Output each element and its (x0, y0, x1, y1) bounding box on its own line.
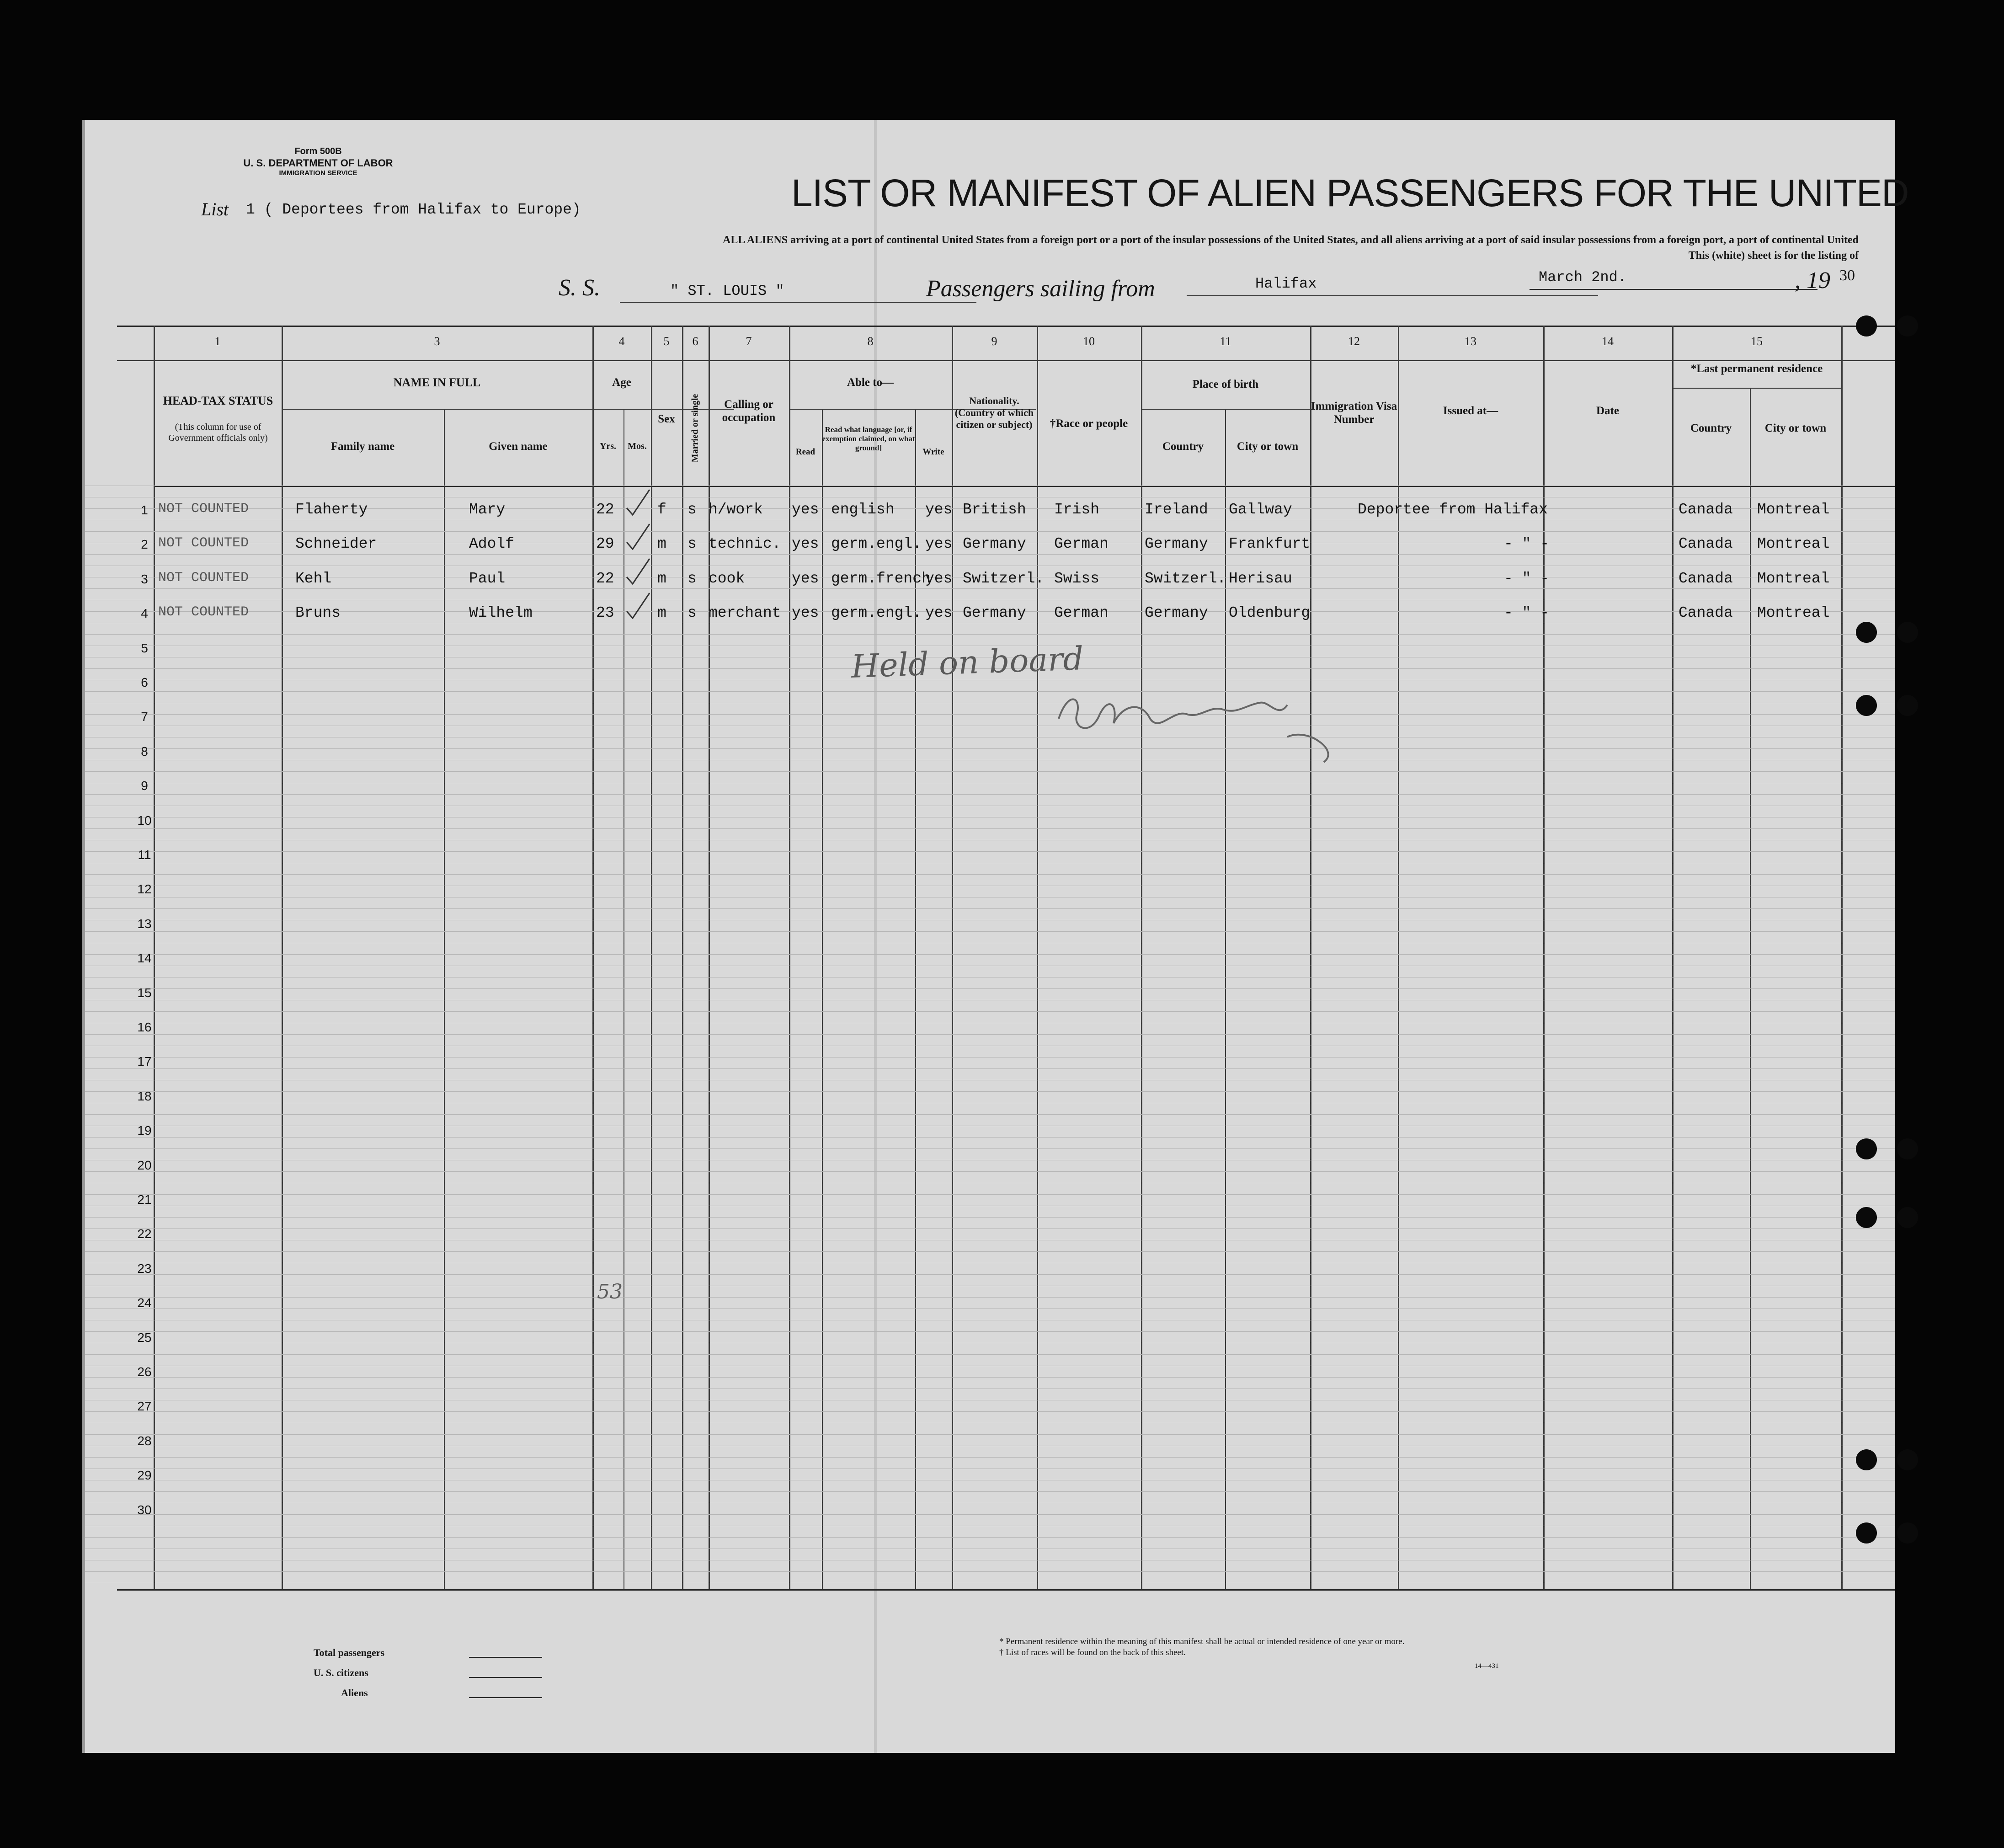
row-number: 9 (141, 779, 148, 793)
age-header: Age (612, 376, 631, 389)
residence-city-cell: Montreal (1757, 570, 1830, 587)
col-num-3: 3 (434, 335, 440, 348)
punch-hole (1897, 695, 1918, 716)
row-number: 27 (137, 1399, 152, 1414)
ruled-line (85, 1537, 1895, 1538)
us-citizens-label: U. S. citizens (314, 1667, 368, 1678)
residence-country-cell: Canada (1679, 604, 1733, 622)
age-years-cell: 29 (596, 535, 614, 553)
col-num-11: 11 (1220, 335, 1231, 348)
ruled-line (85, 1194, 1895, 1195)
write-cell: yes (925, 604, 953, 622)
ruled-line (85, 1114, 1895, 1115)
nationality-cell: Switzerl. (963, 570, 1045, 587)
sex-cell: m (657, 570, 666, 587)
check-mark-icon (624, 591, 652, 623)
age-years-cell: 22 (596, 501, 614, 518)
sex-cell: m (657, 604, 666, 622)
date-underline (1530, 289, 1817, 290)
ruled-line (85, 874, 1895, 875)
row-number: 15 (137, 985, 152, 1000)
write-header: Write (922, 447, 944, 457)
row-number: 11 (138, 848, 151, 862)
head-tax-status-cell: NOT COUNTED (158, 570, 249, 586)
residence-city-cell: Montreal (1757, 501, 1830, 518)
ruled-line (85, 1057, 1895, 1058)
us-citizens-line (469, 1677, 542, 1678)
ruled-line (85, 1274, 1895, 1275)
ruled-line (85, 908, 1895, 909)
row-number: 3 (141, 571, 148, 586)
write-cell: yes (925, 501, 953, 518)
sex-cell: m (657, 535, 666, 553)
year-suffix: 30 (1839, 267, 1855, 284)
occupation-cell: technic. (709, 535, 781, 553)
manifest-page (82, 120, 1909, 1753)
yrs-header: Yrs. (599, 441, 617, 451)
head-tax-status-cell: NOT COUNTED (158, 604, 249, 620)
issued-at-cell: - " - (1504, 570, 1550, 587)
residence-city-cell: Montreal (1757, 604, 1830, 622)
ruled-line (85, 1171, 1895, 1172)
table-top-border (117, 326, 1895, 327)
check-mark-icon (624, 487, 652, 519)
given-name-header: Given name (489, 440, 548, 453)
handwritten-signature (1050, 678, 1379, 769)
list-value: 1 ( Deportees from Halifax to Europe) (246, 201, 581, 218)
language-cell: germ.engl. (831, 535, 922, 553)
ruled-line (85, 1434, 1895, 1435)
date-header: Date (1596, 405, 1619, 417)
sailing-from: Halifax (1255, 275, 1317, 292)
ruled-line (85, 954, 1895, 955)
punch-hole (1856, 695, 1877, 716)
ruled-line (85, 1251, 1895, 1252)
read-language-header: Read what language [or, if exemption claimed, on what ground] (822, 425, 915, 452)
row-number: 13 (137, 916, 152, 931)
date-value: March 2nd. (1539, 269, 1627, 286)
age-years-cell: 23 (596, 604, 614, 622)
check-mark-icon (624, 556, 652, 588)
ship-prefix: S. S. (559, 275, 600, 301)
row-number: 26 (137, 1365, 152, 1379)
document-subtitle-2: This (white) sheet is for the listing of (1688, 250, 1859, 262)
punch-hole (1856, 622, 1877, 643)
ruled-line (85, 748, 1895, 749)
last-residence-header: *Last permanent residence (1690, 363, 1823, 375)
residence-country-cell: Canada (1679, 535, 1733, 553)
row-number: 20 (137, 1158, 152, 1172)
ruled-line (85, 1068, 1895, 1069)
ruled-line (85, 1491, 1895, 1492)
ruled-line (85, 794, 1895, 795)
able-to-header: Able to— (847, 376, 894, 389)
punch-hole (1897, 315, 1918, 336)
marital-status-cell: s (688, 501, 697, 518)
residence-city-cell: Montreal (1757, 535, 1830, 553)
row-number: 21 (137, 1192, 152, 1207)
punch-hole (1856, 1207, 1877, 1228)
total-passengers-line (469, 1657, 542, 1658)
birth-country-header: Country (1162, 440, 1204, 453)
birth-country-cell: Germany (1145, 535, 1208, 553)
row-number: 1 (141, 503, 148, 517)
row-number: 5 (141, 641, 148, 655)
occupation-cell: h/work (709, 501, 763, 518)
row-number: 25 (137, 1330, 152, 1345)
form-number: Form 500B (294, 146, 342, 156)
ship-underline (620, 302, 976, 303)
issued-at-cell: Deportee from Halifax (1358, 501, 1548, 518)
ruled-line (85, 931, 1895, 932)
ruled-line (85, 1297, 1895, 1298)
col-num-14: 14 (1602, 335, 1614, 348)
marital-status-cell: s (688, 535, 697, 553)
given-name-cell: Wilhelm (469, 604, 533, 622)
row-number: 14 (137, 951, 152, 966)
row-number: 23 (137, 1261, 152, 1276)
footnote-2: † List of races will be found on the back of this sheet. (999, 1648, 1186, 1657)
ruled-line (85, 1091, 1895, 1092)
nationality-header: Nationality. (Country of which citizen or subject) (954, 395, 1034, 430)
ship-name: " ST. LOUIS " (670, 283, 784, 299)
row-number: 19 (137, 1123, 152, 1138)
punch-hole (1897, 1207, 1918, 1228)
issued-at-header: Issued at— (1443, 405, 1498, 417)
ruled-line (85, 1411, 1895, 1412)
family-name-header: Family name (330, 440, 395, 453)
service-label: IMMIGRATION SERVICE (279, 169, 357, 177)
marital-status-cell: s (688, 570, 697, 587)
punch-hole (1856, 1449, 1877, 1470)
row-number: 18 (137, 1089, 152, 1103)
language-cell: germ.french (831, 570, 931, 587)
issued-at-cell: - " - (1504, 604, 1550, 622)
year-prefix: , 19 (1795, 267, 1830, 294)
ruled-line (85, 634, 1895, 635)
col-num-10: 10 (1083, 335, 1095, 348)
print-code: 14—431 (1475, 1662, 1499, 1670)
family-name-cell: Schneider (295, 535, 377, 553)
language-cell: english (831, 501, 895, 518)
residence-country-cell: Canada (1679, 570, 1733, 587)
col-num-5: 5 (663, 335, 670, 348)
read-cell: yes (792, 570, 819, 587)
head-tax-note: (This column for use of Government officials only) (168, 422, 268, 443)
birth-country-cell: Switzerl. (1145, 570, 1226, 587)
punch-hole (1856, 1522, 1877, 1544)
married-header: Married or single (690, 394, 700, 463)
row-number: 6 (141, 675, 148, 689)
ruled-line (85, 988, 1895, 989)
race-header: †Race or people (1050, 417, 1128, 430)
col-num-4: 4 (618, 335, 625, 348)
check-mark-icon (624, 522, 652, 554)
given-name-cell: Mary (469, 501, 506, 518)
residence-subheader-line (1672, 388, 1841, 389)
nationality-cell: Germany (963, 535, 1026, 553)
table-bottom-border (117, 1589, 1895, 1591)
ruled-line (85, 1011, 1895, 1012)
col-num-13: 13 (1465, 335, 1476, 348)
row-number: 16 (137, 1020, 152, 1034)
issued-at-cell: - " - (1504, 535, 1550, 553)
read-cell: yes (792, 501, 819, 518)
list-label: List (201, 199, 229, 219)
birth-city-cell: Gallway (1229, 501, 1292, 518)
ruled-line (85, 1148, 1895, 1149)
family-name-cell: Kehl (295, 570, 332, 587)
col-num-8: 8 (867, 335, 874, 348)
page-fold (874, 120, 877, 1753)
punch-hole (1897, 1138, 1918, 1159)
row-number: 7 (141, 710, 148, 724)
calling-header: Calling or occupation (722, 398, 776, 424)
ruled-line (85, 1514, 1895, 1515)
residence-country-cell: Canada (1679, 501, 1733, 518)
ruled-line (85, 771, 1895, 772)
punch-hole (1897, 1522, 1918, 1544)
read-cell: yes (792, 535, 819, 553)
ruled-line (85, 554, 1895, 555)
row-number: 10 (137, 813, 152, 828)
nationality-cell: British (963, 501, 1026, 518)
race-cell: German (1054, 604, 1109, 622)
stamp-number: 53 (597, 1280, 623, 1303)
aliens-line (469, 1697, 542, 1698)
read-header: Read (795, 447, 815, 457)
write-cell: yes (925, 535, 953, 553)
ruled-line (85, 1228, 1895, 1229)
row-number: 17 (137, 1054, 152, 1069)
write-cell: yes (925, 570, 953, 587)
name-subheader-line (282, 409, 734, 410)
column-number-border (117, 360, 1895, 361)
ruled-line (85, 1354, 1895, 1355)
punch-hole (1897, 622, 1918, 643)
sex-cell: f (657, 501, 666, 518)
col-divider-3a (444, 409, 445, 1589)
row-number: 29 (137, 1468, 152, 1483)
col-num-7: 7 (746, 335, 752, 348)
sailing-underline (1187, 295, 1598, 296)
ruled-line (85, 1571, 1895, 1572)
row-number: 8 (141, 744, 148, 758)
aliens-label: Aliens (341, 1687, 368, 1698)
res-city-header: City or town (1764, 422, 1827, 434)
sailing-label: Passengers sailing from (926, 276, 1155, 302)
ruled-line (85, 588, 1895, 589)
res-country-header: Country (1690, 422, 1732, 434)
col-num-1: 1 (214, 335, 221, 348)
head-tax-status-cell: NOT COUNTED (158, 501, 249, 517)
age-years-cell: 22 (596, 570, 614, 587)
ruled-line (85, 714, 1895, 715)
col-divider-8a (822, 409, 823, 1589)
birth-city-cell: Frankfurt (1229, 535, 1311, 553)
race-cell: German (1054, 535, 1109, 553)
ruled-line (85, 1377, 1895, 1378)
row-number: 24 (137, 1296, 152, 1310)
head-tax-header: HEAD-TAX STATUS (163, 394, 273, 407)
place-of-birth-header: Place of birth (1192, 378, 1259, 390)
row-number: 2 (141, 537, 148, 552)
birth-city-cell: Oldenburg (1229, 604, 1311, 622)
birth-city-header: City or town (1237, 440, 1299, 453)
row-number: 12 (137, 882, 152, 897)
family-name-cell: Bruns (295, 604, 341, 622)
birth-country-cell: Ireland (1145, 501, 1208, 518)
punch-hole (1856, 1138, 1877, 1159)
given-name-cell: Paul (469, 570, 506, 587)
footnote-1: * Permanent residence within the meaning of this manifest shall be actual or intended residence of one year or more. (999, 1637, 1405, 1646)
ruled-line (85, 828, 1895, 829)
ruled-line (85, 1137, 1895, 1138)
document-title: LIST OR MANIFEST OF ALIEN PASSENGERS FOR THE UNITED (791, 171, 1909, 214)
punch-hole (1856, 315, 1877, 336)
marital-status-cell: s (688, 604, 697, 622)
row-number: 22 (137, 1227, 152, 1241)
occupation-cell: cook (709, 570, 745, 587)
race-cell: Swiss (1054, 570, 1100, 587)
ruled-line (85, 1457, 1895, 1458)
language-cell: germ.engl. (831, 604, 922, 622)
col-num-15: 15 (1751, 335, 1763, 348)
ruled-line (85, 851, 1895, 852)
given-name-cell: Adolf (469, 535, 515, 553)
ruled-line (85, 1034, 1895, 1035)
ruled-line (85, 691, 1895, 692)
read-cell: yes (792, 604, 819, 622)
birth-city-cell: Herisau (1229, 570, 1292, 587)
ruled-line (85, 531, 1895, 532)
total-passengers-label: Total passengers (314, 1647, 385, 1658)
punch-hole (1897, 1449, 1918, 1470)
ruled-line (85, 1217, 1895, 1218)
row-number: 4 (141, 606, 148, 621)
ruled-line (85, 1331, 1895, 1332)
race-cell: Irish (1054, 501, 1100, 518)
handwritten-note: Held on board (850, 640, 1084, 685)
col-num-12: 12 (1348, 335, 1360, 348)
col-num-9: 9 (991, 335, 997, 348)
family-name-cell: Flaherty (295, 501, 368, 518)
mos-header: Mos. (628, 441, 647, 451)
head-tax-status-cell: NOT COUNTED (158, 535, 249, 551)
row-number: 30 (137, 1502, 152, 1517)
col-num-6: 6 (692, 335, 698, 348)
visa-header: Immigration Visa Number (1311, 400, 1397, 426)
sex-header: Sex (658, 413, 675, 425)
occupation-cell: merchant (709, 604, 781, 622)
name-in-full-header: NAME IN FULL (393, 376, 481, 389)
nationality-cell: Germany (963, 604, 1026, 622)
document-subtitle: ALL ALIENS arriving at a port of continental United States from a foreign port or a port of the insular possessions of the United States, and all aliens arriving at a port of said insular possessions from a foreign port, a port of continental United (723, 234, 1859, 246)
department-label: U. S. DEPARTMENT OF LABOR (243, 157, 393, 169)
birth-country-cell: Germany (1145, 604, 1208, 622)
row-number: 28 (137, 1433, 152, 1448)
